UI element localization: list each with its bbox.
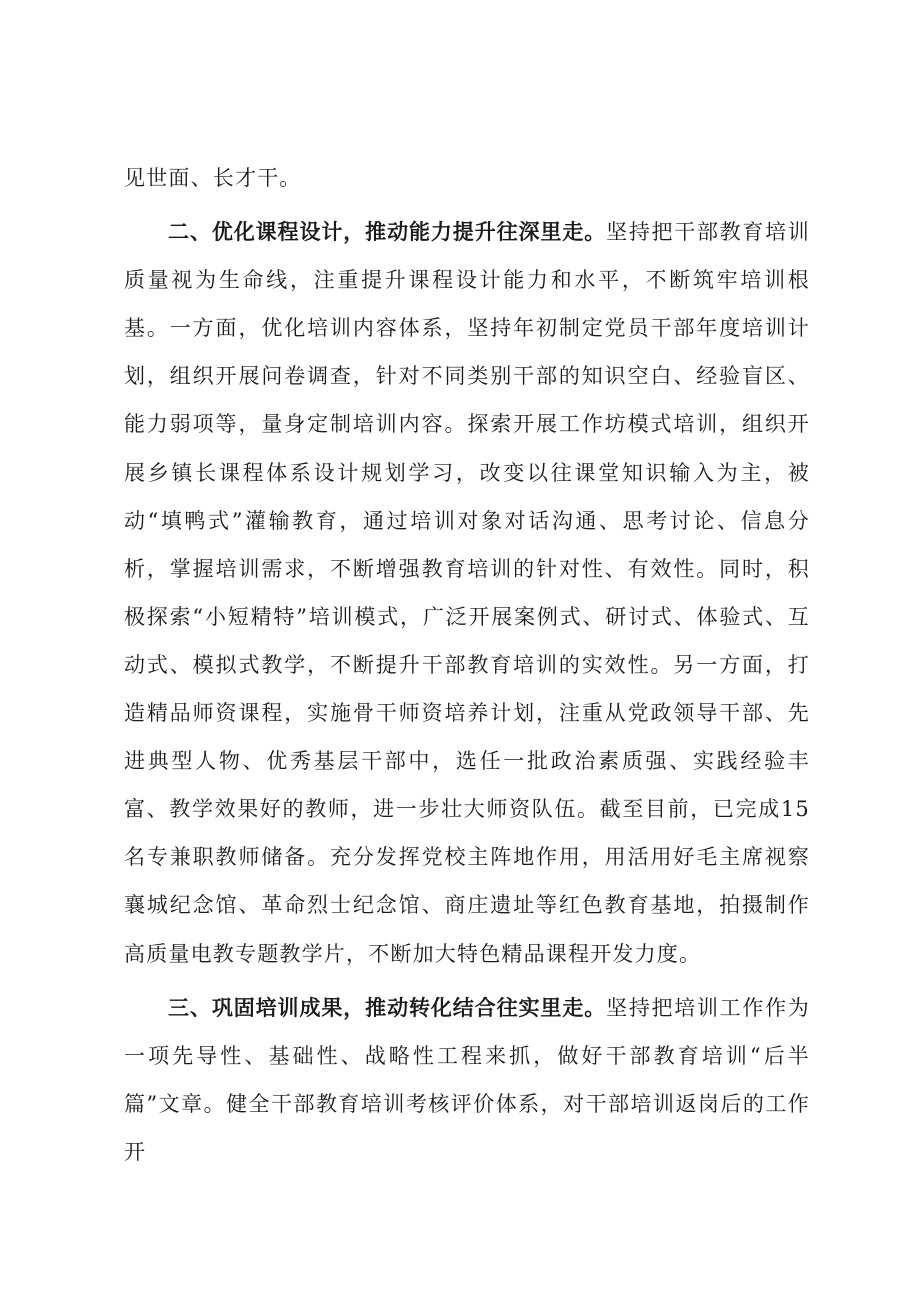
section-heading: 三、巩固培训成果，推动转化结合往实里走。: [168, 995, 607, 1020]
paragraph-body: 见世面、长才干。: [124, 166, 302, 190]
section-heading: 二、优化课程设计，推动能力提升往深里走。: [168, 220, 607, 245]
paragraph-body: 坚持把培训工作作为一项先导性、基础性、战略性工程来抓，做好干部教育培训“后半篇”文章。健全干部教育培训考核评价体系，对干部培训返岗后的工作开: [124, 995, 810, 1164]
document-body: [124, 154, 810, 1176]
paragraph-section-three: [124, 984, 810, 1176]
paragraph-body: 坚持把干部教育培训质量视为生命线，注重提升课程设计能力和水平，不断筑牢培训根基。一方面，优化培训内容体系，坚持年初制定党员干部年度培训计划，组织开展问卷调查，针对不同类别干部的知识空白、经验盲区、能力弱项等，量身定制培训内容。探索开展工作坊模式培训，组织开展乡镇长课程体系设计规划学习，改变以往课堂知识输入为主，被动“填鸭式”灌输教育，通过培训对象对话沟通、思考讨论、信息分析，掌握培训需求，不断增强教育培训的针对性、有效性。同时，积极探索“小短精特”培训模式，广泛开展案例式、研讨式、体验式、互动式、模拟式教学，不断提升干部教育培训的实效性。另一方面，打造精品师资课程，实施骨干师资培养计划，注重从党政领导干部、先进典型人物、优秀基层干部中，选任一批政治素质强、实践经验丰富、教学效果好的教师，进一步壮大师资队伍。截至目前，已完成15名专兼职教师储备。充分发挥党校主阵地作用，用活用好毛主席视察襄城纪念馆、革命烈士纪念馆、商庄遗址等红色教育基地，拍摄制作高质量电教专题教学片，不断加大特色精品课程开发力度。: [124, 220, 810, 966]
paragraph-continuation: [124, 154, 810, 202]
paragraph-section-two: [124, 208, 810, 978]
